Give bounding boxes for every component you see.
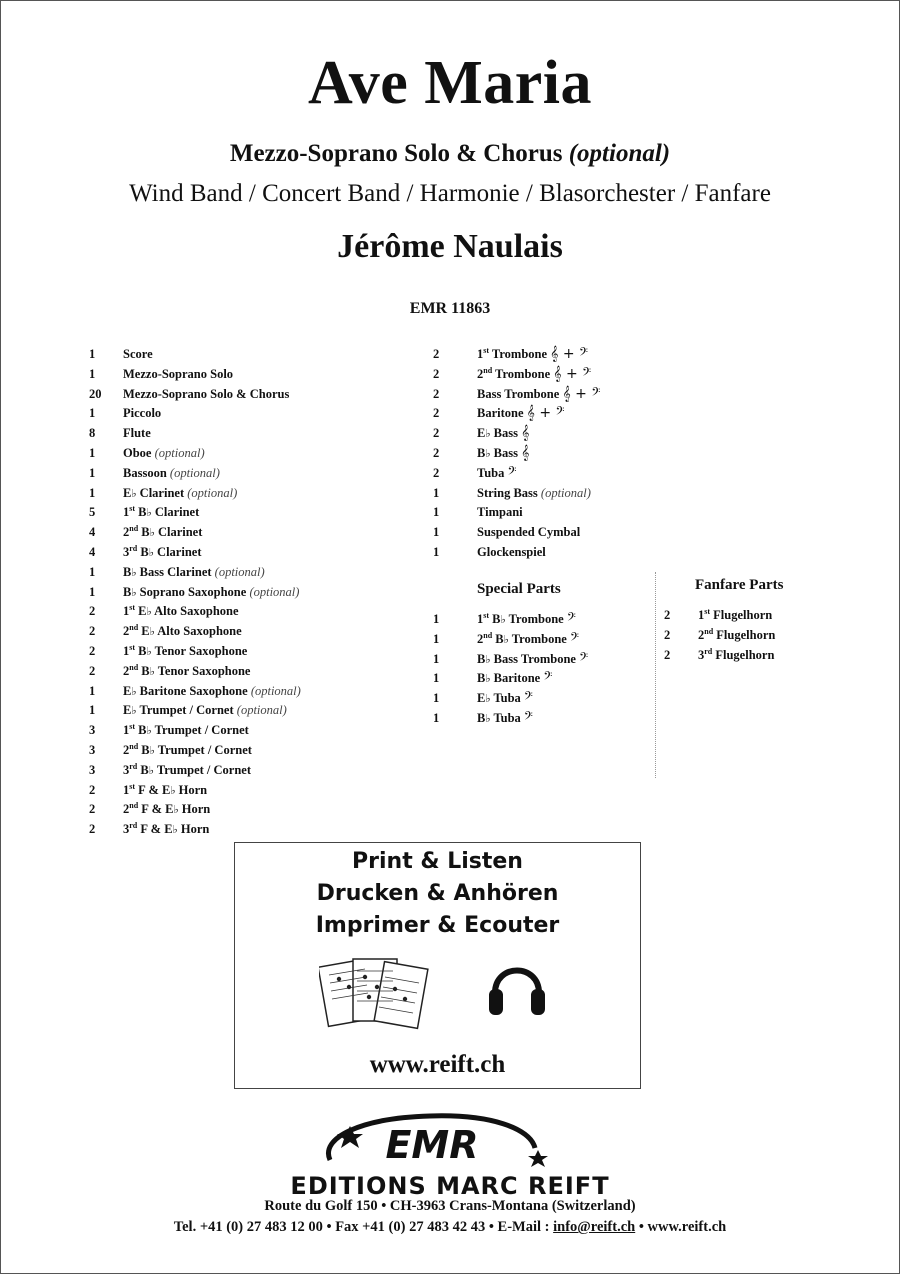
clef-icon: 𝄢 (579, 650, 589, 667)
part-name: B♭ Bass 𝄞 (477, 444, 530, 461)
part-quantity: 2 (89, 624, 96, 639)
part-name: Glockenspiel (477, 544, 546, 559)
part-name: 2nd B♭ Trumpet / Cornet (123, 741, 252, 757)
clef-icon: 𝄞 (521, 444, 530, 461)
part-quantity: 3 (89, 742, 96, 757)
part-name: 1st Flugelhorn (698, 606, 773, 622)
part-quantity: 2 (89, 802, 96, 817)
part-quantity: 2 (664, 608, 671, 622)
part-quantity: 1 (433, 710, 440, 725)
part-quantity: 2 (433, 445, 440, 460)
website-link[interactable]: www.reift.ch (369, 1051, 506, 1078)
email-link[interactable]: info@reift.ch (553, 1219, 636, 1235)
clef-icon: 𝄞 + 𝄢 (553, 365, 592, 382)
part-quantity: 3 (89, 762, 96, 777)
part-quantity: 2 (89, 663, 96, 678)
part-quantity: 1 (433, 505, 440, 520)
part-name: Timpani (477, 505, 523, 520)
part-quantity: 5 (89, 505, 96, 520)
part-name: 1st F & E♭ Horn (123, 781, 208, 797)
part-name: 2nd E♭ Alto Saxophone (123, 623, 242, 639)
part-quantity: 2 (433, 386, 440, 401)
part-name: Bass Trombone 𝄞 + 𝄢 (477, 385, 601, 402)
part-name: E♭ Baritone Saxophone (optional) (123, 683, 301, 698)
part-quantity: 2 (89, 822, 96, 837)
part-name: 1st B♭ Trombone 𝄢 (477, 610, 576, 627)
part-quantity: 1 (433, 544, 440, 559)
part-name: Mezzo-Soprano Solo (123, 366, 234, 381)
clef-icon: 𝄢 (507, 464, 517, 481)
part-name: B♭ Bass Trombone 𝄢 (477, 650, 589, 667)
print-listen-fr: Imprimer & Ecouter (315, 913, 560, 938)
fanfare-parts-heading: Fanfare Parts (695, 577, 784, 593)
subtitle-optional: (optional) (568, 140, 671, 167)
part-name: 1st E♭ Alto Saxophone (123, 603, 239, 619)
part-quantity: 1 (89, 445, 96, 460)
part-name: B♭ Tuba 𝄢 (477, 709, 533, 726)
subtitle (0, 140, 900, 168)
part-name: 3rd B♭ Clarinet (123, 543, 202, 559)
logo-text: EMR (385, 1123, 479, 1167)
part-quantity: 2 (89, 604, 96, 619)
special-parts-heading: Special Parts (477, 581, 561, 597)
part-quantity: 2 (89, 643, 96, 658)
part-quantity: 1 (89, 347, 96, 361)
part-name: 2nd Flugelhorn (698, 626, 776, 642)
sheet-music-icon (319, 955, 429, 1035)
part-optional-note: (optional) (250, 683, 301, 698)
part-name: E♭ Clarinet (optional) (123, 485, 238, 500)
part-quantity: 1 (89, 485, 96, 500)
part-name: 1st B♭ Tenor Saxophone (123, 642, 248, 658)
part-name: 2nd F & E♭ Horn (123, 801, 211, 817)
part-quantity: 2 (433, 347, 440, 361)
clef-icon: 𝄢 (543, 670, 553, 687)
part-name: 3rd F & E♭ Horn (123, 820, 210, 837)
part-optional-note: (optional) (236, 703, 287, 718)
part-name: 3rd B♭ Trumpet / Cornet (123, 761, 252, 777)
part-quantity: 1 (433, 671, 440, 686)
part-name: B♭ Bass Clarinet (optional) (123, 564, 265, 579)
part-quantity: 2 (664, 627, 671, 642)
part-name: 1st B♭ Trumpet / Cornet (123, 721, 249, 738)
publisher-contact (0, 1219, 900, 1236)
clef-icon: 𝄢 (523, 709, 533, 726)
print-listen-box[interactable] (234, 842, 641, 1089)
part-name: E♭ Trumpet / Cornet (optional) (123, 703, 287, 718)
part-quantity: 1 (89, 683, 96, 698)
part-quantity: 1 (433, 612, 440, 626)
part-quantity: 8 (89, 426, 96, 441)
part-name: 2nd B♭ Trombone 𝄢 (477, 630, 579, 647)
part-quantity: 2 (433, 465, 440, 480)
headphones-icon (487, 953, 547, 1021)
clef-icon: 𝄞 (521, 425, 530, 442)
publisher-name: EDITIONS MARC REIFT (290, 1172, 610, 1200)
emr-logo (300, 1108, 560, 1178)
part-optional-note: (optional) (540, 485, 591, 500)
part-optional-note: (optional) (249, 584, 300, 599)
part-name: Baritone 𝄞 + 𝄢 (477, 405, 565, 422)
part-name: Score (123, 347, 153, 361)
part-quantity: 2 (433, 406, 440, 421)
catalog-code: EMR 11863 (409, 300, 491, 317)
part-quantity: 4 (89, 544, 96, 559)
part-optional-note: (optional) (187, 485, 238, 500)
part-name: Tuba 𝄢 (477, 464, 517, 481)
part-optional-note: (optional) (154, 445, 205, 460)
part-quantity: 2 (89, 782, 96, 797)
part-quantity: 2 (433, 366, 440, 381)
part-name: Piccolo (123, 406, 162, 421)
part-name: Mezzo-Soprano Solo & Chorus (123, 386, 290, 401)
clef-icon: 𝄞 + 𝄢 (562, 385, 601, 402)
part-optional-note: (optional) (214, 564, 265, 579)
publisher-address: Route du Golf 150 • CH-3963 Crans-Montana (Switzerland) (264, 1198, 636, 1214)
part-quantity: 1 (433, 485, 440, 500)
part-quantity: 1 (89, 465, 96, 480)
clef-icon: 𝄢 (569, 630, 579, 647)
part-quantity: 3 (89, 723, 96, 738)
contact-phone-fax: Tel. +41 (0) 27 483 12 00 • Fax +41 (0) 27 483 42 43 • E-Mail : (173, 1219, 554, 1235)
part-name: Flute (123, 426, 151, 441)
clef-icon: 𝄢 (566, 611, 576, 627)
part-name: 1st Trombone 𝄞 + 𝄢 (477, 345, 589, 362)
clef-icon: 𝄞 + 𝄢 (550, 346, 589, 362)
part-name: 3rd Flugelhorn (698, 646, 775, 662)
part-quantity: 1 (89, 564, 96, 579)
part-quantity: 1 (433, 651, 440, 666)
part-quantity: 2 (664, 647, 671, 662)
print-listen-de: Drucken & Anhören (316, 881, 559, 906)
part-name: Bassoon (optional) (123, 465, 220, 480)
part-quantity: 1 (89, 406, 96, 421)
part-name: 1st B♭ Clarinet (123, 504, 200, 520)
part-quantity: 4 (89, 525, 96, 540)
column-divider (655, 572, 656, 778)
contact-web: • www.reift.ch (635, 1219, 727, 1235)
part-quantity: 2 (433, 426, 440, 441)
part-name: B♭ Soprano Saxophone (optional) (123, 584, 300, 599)
part-quantity: 1 (433, 691, 440, 706)
part-optional-note: (optional) (169, 465, 220, 480)
subtitle-text: Mezzo-Soprano Solo & Chorus (229, 140, 563, 167)
part-quantity: 1 (89, 366, 96, 381)
part-name: 2nd Trombone 𝄞 + 𝄢 (477, 365, 592, 382)
part-quantity: 1 (433, 525, 440, 540)
part-quantity: 1 (89, 584, 96, 599)
part-quantity: 1 (89, 703, 96, 718)
print-listen-en: Print & Listen (352, 849, 523, 874)
ensemble-line: Wind Band / Concert Band / Harmonie / Blasorchester / Fanfare (129, 180, 771, 207)
part-quantity: 20 (89, 386, 102, 401)
part-name: String Bass (optional) (477, 485, 591, 500)
part-name: 2nd B♭ Clarinet (123, 524, 203, 540)
part-name: Suspended Cymbal (477, 525, 581, 540)
part-quantity: 1 (433, 631, 440, 646)
page-title: Ave Maria (308, 49, 592, 117)
part-name: Oboe (optional) (123, 445, 205, 460)
composer-name: Jérôme Naulais (337, 228, 563, 265)
part-name: E♭ Tuba 𝄢 (477, 690, 533, 707)
part-name: E♭ Bass 𝄞 (477, 425, 530, 442)
clef-icon: 𝄢 (523, 690, 533, 707)
part-name: B♭ Baritone 𝄢 (477, 670, 553, 687)
clef-icon: 𝄞 + 𝄢 (526, 405, 565, 422)
part-name: 2nd B♭ Tenor Saxophone (123, 662, 251, 678)
